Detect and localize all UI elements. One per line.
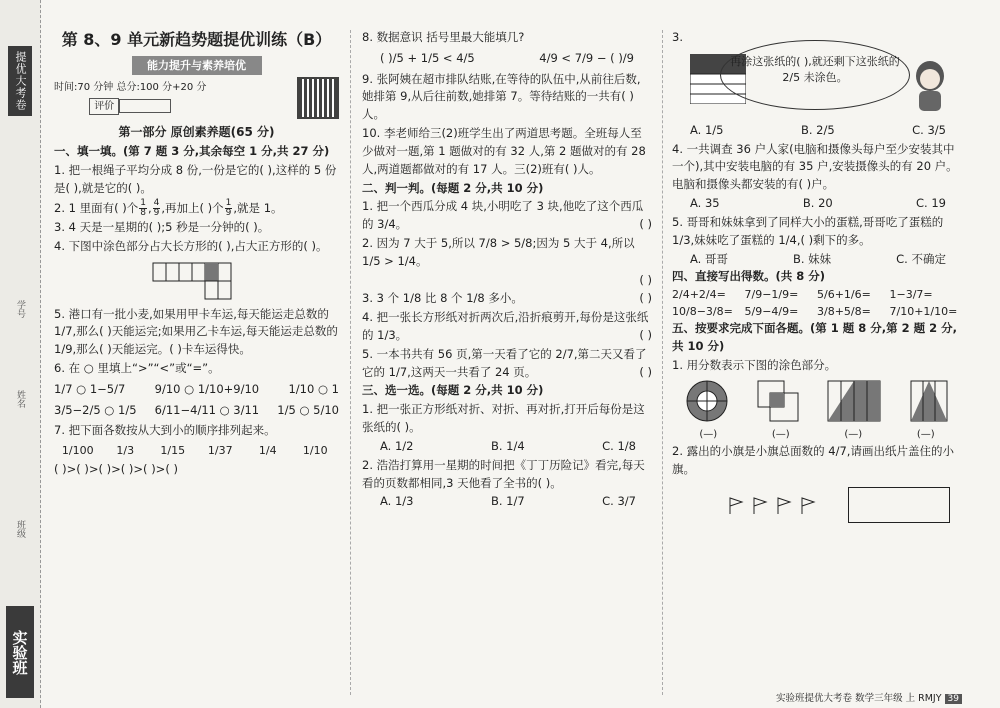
question: 3. 4 天是一星期的( );5 秒是一分钟的( )。 bbox=[54, 219, 270, 234]
options bbox=[362, 438, 652, 456]
option[interactable]: B. 2/5 bbox=[800, 122, 835, 137]
question: 1. 把一根绳子平均分成 8 份,一份是它的( ),这样的 5 份是( ),就是它的( )。 bbox=[54, 163, 337, 196]
option[interactable]: A. 1/2 bbox=[380, 438, 414, 453]
judge-item: 5. 一本书共有 56 页,第一天看了它的 2/7,第二天又看了它的 1/7,这两天一共看了 24 页。 ( ) bbox=[362, 346, 652, 379]
section-title: 四、直接写出得数。(共 8 分) bbox=[672, 269, 826, 284]
page-number: 39 bbox=[945, 694, 962, 704]
options bbox=[672, 122, 962, 140]
part-title: 第一部分 原创素养题(65 分) bbox=[118, 124, 275, 139]
option[interactable]: B. 1/4 bbox=[490, 438, 525, 453]
question: 8. 数据意识 括号里最大能填几? bbox=[362, 30, 525, 44]
column-2 bbox=[362, 28, 652, 511]
judge-item: 3. 3 个 1/8 比 8 个 1/8 多小。 ( ) bbox=[362, 291, 652, 306]
option[interactable]: C. 3/5 bbox=[912, 122, 946, 137]
time-score: 时间:70 分钟 总分:100 分+20 分 bbox=[54, 82, 207, 94]
girl-icon bbox=[910, 58, 950, 113]
flags-row bbox=[672, 487, 962, 523]
question: 2. 露出的小旗是小旗总面数的 4/7,请画出纸片盖住的小旗。 bbox=[672, 444, 954, 476]
judge-item: 2. 因为 7 大于 5,所以 7/8 > 5/8;因为 5 大于 4,所以 1/5 > 1/4。 bbox=[362, 235, 635, 268]
question-number: 3. bbox=[672, 30, 683, 44]
judge-item: 1. 把一个西瓜分成 4 块,小明吃了 3 块,他吃了这个西瓜的 3/4。 ( ) bbox=[362, 199, 652, 232]
question: 2. 1 里面有( )个 $\frac{1}{8}$ , $\frac{4}{9}$ ,再加上( )个 $\frac{1}{9}$ ,就是 1。 bbox=[54, 197, 283, 218]
question: 7. 把下面各数按从大到小的顺序排列起来。 bbox=[54, 423, 276, 438]
compare-row: 1/7 ○ 1−5/7 9/10 ○ 1/10+9/10 1/10 ○ 1 bbox=[54, 381, 339, 396]
eval-field[interactable] bbox=[119, 99, 171, 113]
option[interactable]: B. 1/7 bbox=[490, 494, 525, 509]
choice-question: 1. 把一张正方形纸对折、对折、再对折,打开后每份是这张纸的( )。 bbox=[362, 402, 645, 435]
binding-strip bbox=[0, 0, 41, 708]
shape-figures bbox=[672, 379, 962, 423]
answer-line[interactable]: ( )>( )>( )>( )>( )>( ) bbox=[54, 462, 178, 477]
field-label-id: 学号 bbox=[15, 300, 25, 318]
qr-code-icon bbox=[297, 77, 339, 119]
question: 9. 张阿姨在超市排队结账,在等待的队伍中,从前往后数,她排第 9,从后往前数,她排第 7。等待结账的一共有( )人。 bbox=[362, 71, 641, 122]
question: 6. 在 ○ 里填上“>”“<”或“=”。 bbox=[54, 360, 220, 375]
section-title: 二、判一判。(每题 2 分,共 10 分) bbox=[362, 180, 544, 195]
calc-grid: 2/4+2/4= 7/9−1/9= 5/6+1/6= 1−3/7= 10/8−3/8= 5/9−4/9= 3/8+5/8= 7/10+1/10= bbox=[672, 288, 958, 319]
choice-question: 4. 一共调查 36 户人家(电脑和摄像头每户至少安装其中一个),其中安装电脑的有 35 户,安装摄像头的有 20 户。电脑和摄像头都安装的有( )户。 bbox=[672, 141, 958, 192]
brand-logo: 实验班 bbox=[6, 606, 34, 698]
option[interactable]: C. 3/7 bbox=[602, 494, 636, 509]
options bbox=[672, 251, 962, 269]
speech-bubble: 再涂这张纸的( ),就还剩下这张纸的 2/5 未涂色。 bbox=[720, 40, 910, 110]
meta-row bbox=[54, 77, 339, 119]
page-footer bbox=[776, 690, 962, 704]
options bbox=[362, 493, 652, 511]
option[interactable]: B. 妹妹 bbox=[792, 251, 832, 266]
brand-label: 提优大考卷 bbox=[8, 46, 32, 116]
bars-figure bbox=[826, 379, 882, 423]
answer-blanks[interactable]: (—) (—) (—) (—) bbox=[699, 428, 935, 440]
drawing-box[interactable] bbox=[848, 487, 950, 523]
figure-rectangles bbox=[54, 262, 339, 300]
field-label-name: 姓名 bbox=[15, 390, 25, 408]
option[interactable]: A. 哥哥 bbox=[690, 251, 728, 266]
question: 10. 李老师给三(2)班学生出了两道思考题。全班每人至少做对一题,第 1 题做对的有 32 人,第 2 题做对的有 28 人,两道题都做对的有 17 人。三(2)班有( )人。 bbox=[362, 126, 646, 176]
judge-paren[interactable]: ( ) bbox=[639, 272, 652, 287]
option[interactable]: A. 1/5 bbox=[690, 122, 724, 137]
option[interactable]: C. 1/8 bbox=[602, 438, 636, 453]
section-title: 五、按要求完成下面各题。(第 1 题 8 分,第 2 题 2 分,共 10 分) bbox=[672, 321, 958, 354]
column-divider bbox=[350, 30, 351, 695]
choice-question: 2. 浩浩打算用一星期的时间把《丁丁历险记》看完,每天看的页数都相同,3 天他看了全书的( )。 bbox=[362, 457, 645, 490]
circle-figure bbox=[685, 379, 729, 423]
options bbox=[672, 195, 962, 213]
option[interactable]: A. 1/3 bbox=[380, 494, 414, 509]
question: 1. 用分数表示下图的涂色部分。 bbox=[672, 357, 837, 372]
section-title: 一、填一填。(第 7 题 3 分,其余每空 1 分,共 27 分) bbox=[54, 144, 330, 159]
field-label-class: 班级 bbox=[15, 520, 25, 538]
footer-text: 实验班提优大考卷 数学三年级 上 RMJY bbox=[776, 693, 942, 704]
question: 4. 下图中涂色部分占大长方形的( ),占大正方形的( )。 bbox=[54, 238, 328, 253]
column-1 bbox=[54, 28, 339, 480]
fill-row: ( )/5 + 1/5 < 4/5 4/9 < 7/9 − ( )/9 bbox=[380, 50, 634, 65]
banner: 能力提升与素养培优 bbox=[132, 56, 262, 75]
flag-icon bbox=[728, 494, 828, 516]
column-divider bbox=[662, 30, 663, 695]
compare-row: 3/5−2/5 ○ 1/5 6/11−4/11 ○ 3/11 1/5 ○ 5/10 bbox=[54, 402, 339, 417]
option[interactable]: A. 35 bbox=[690, 196, 720, 211]
triangle-figure bbox=[909, 379, 949, 423]
option[interactable]: C. 19 bbox=[916, 196, 946, 211]
square-figure bbox=[756, 379, 800, 423]
choice-question: 5. 哥哥和妹妹拿到了同样大小的蛋糕,哥哥吃了蛋糕的 1/3,妹妹吃了蛋糕的 1/4,( )剩下的多。 bbox=[672, 214, 944, 247]
eval-box: 评价 bbox=[89, 98, 119, 116]
option[interactable]: B. 20 bbox=[802, 196, 833, 211]
option[interactable]: C. 不确定 bbox=[896, 251, 946, 266]
order-items: 1/100 1/3 1/15 1/37 1/4 1/10 bbox=[61, 444, 328, 458]
judge-item: 4. 把一张长方形纸对折两次后,沿折痕剪开,每份是这张纸的 1/3。 ( ) bbox=[362, 310, 652, 342]
question: 5. 港口有一批小麦,如果用甲卡车运,每天能运走总数的 1/7,那么( )天能运完;如果用乙卡车运,每天能运走总数的 1/9,那么( )天能运完。( )卡车运得快。 bbox=[54, 306, 338, 357]
page-title: 第 8、9 单元新趋势题提优训练（B） bbox=[61, 30, 332, 49]
section-title: 三、选一选。(每题 2 分,共 10 分) bbox=[362, 383, 544, 398]
